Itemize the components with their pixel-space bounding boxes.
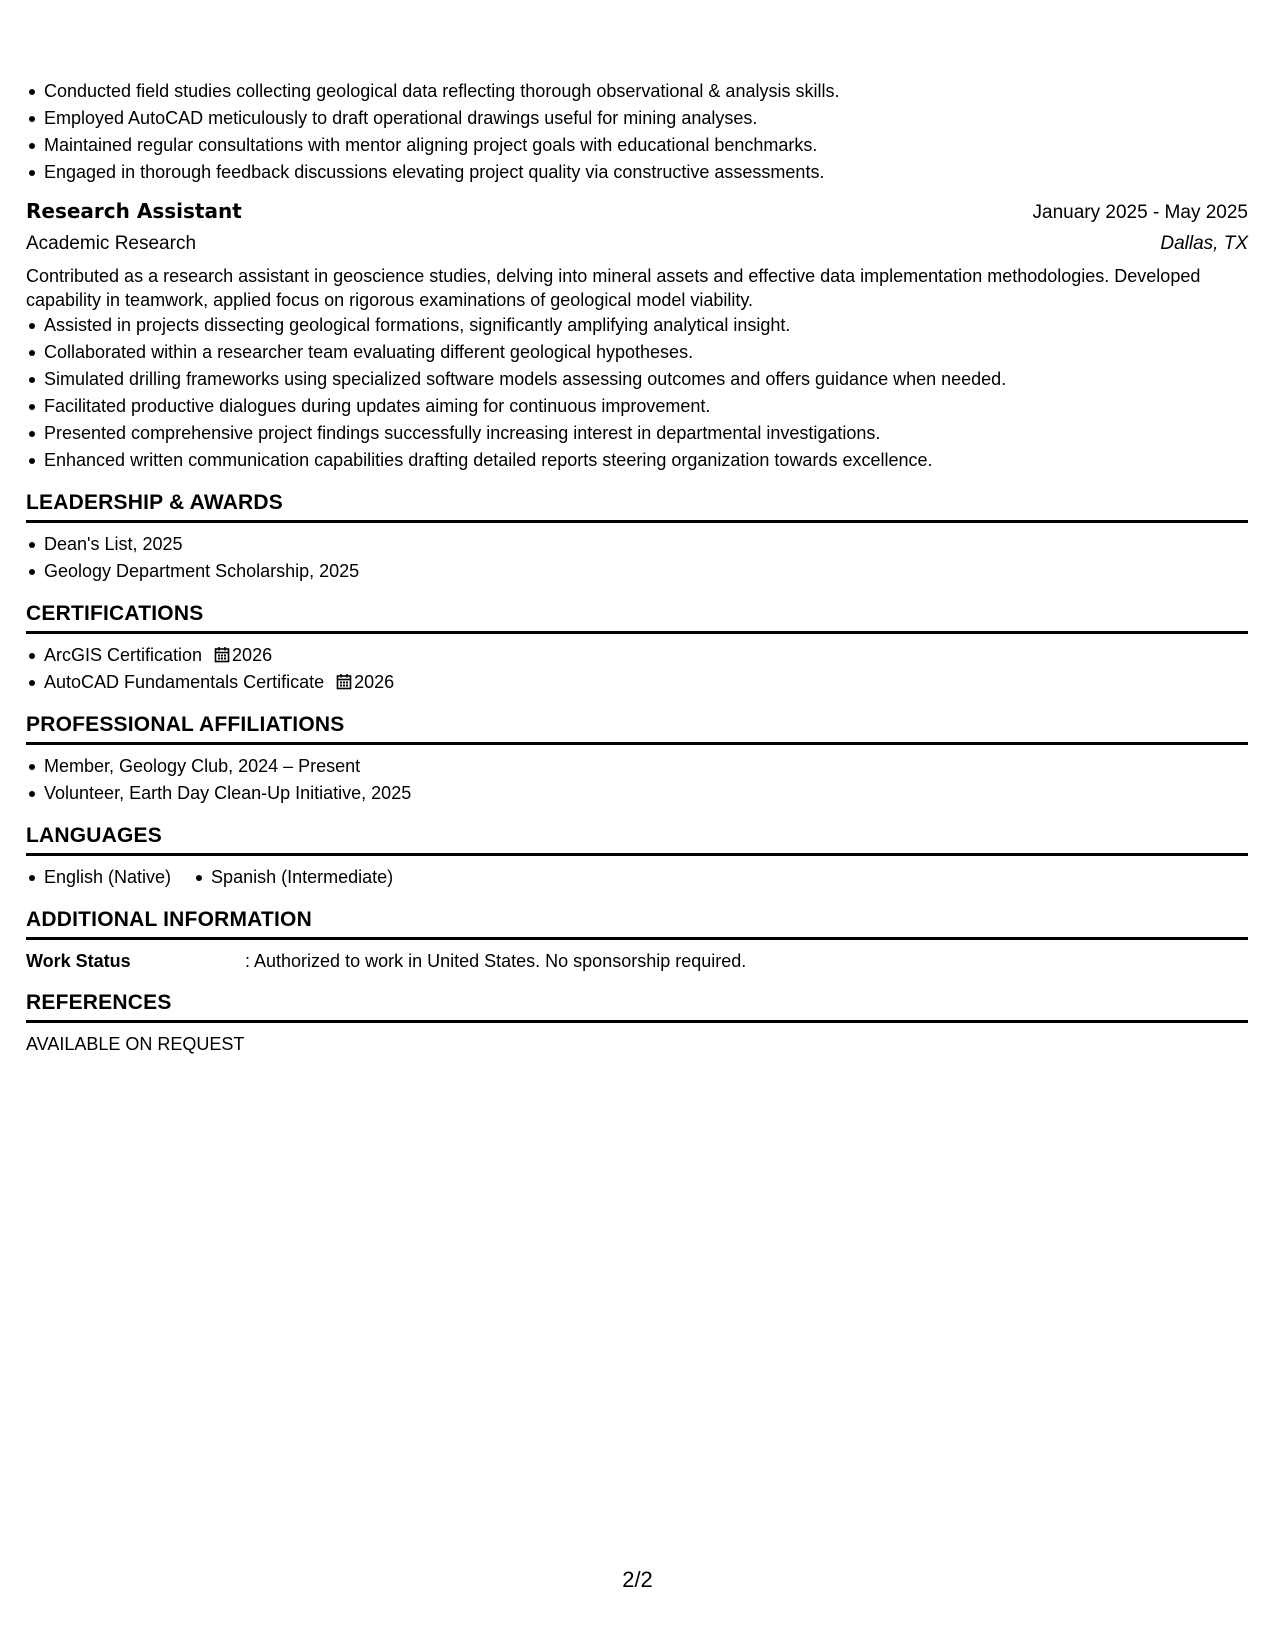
work-status-label: Work Status	[26, 951, 131, 971]
job-subheader	[26, 230, 1248, 258]
list-item	[26, 669, 1248, 696]
list-item: Maintained regular consultations with mentor aligning project goals with educational benchmarks.	[26, 132, 1248, 159]
certification-list	[26, 642, 1248, 696]
list-item: Assisted in projects dissecting geological formations, significantly amplifying analytical insight.	[26, 312, 1248, 339]
section-heading: LEADERSHIP & AWARDS	[26, 488, 1248, 523]
calendar-icon	[214, 646, 230, 663]
job-organization: Academic Research	[26, 233, 197, 254]
award-list	[26, 531, 1248, 585]
section-heading: CERTIFICATIONS	[26, 599, 1248, 634]
affiliation-list	[26, 753, 1248, 807]
additional-info-section	[26, 905, 1248, 974]
certifications-section	[26, 599, 1248, 696]
list-item: Spanish (Intermediate)	[193, 864, 393, 891]
section-heading: REFERENCES	[26, 988, 1248, 1023]
list-item	[26, 642, 1248, 669]
calendar-icon	[336, 673, 352, 690]
language-list	[26, 864, 1248, 891]
references-section	[26, 988, 1248, 1057]
list-item: Collaborated within a researcher team evaluating different geological hypotheses.	[26, 339, 1248, 366]
list-item: Conducted field studies collecting geological data reflecting thorough observational & analysis skills.	[26, 78, 1248, 105]
section-heading: PROFESSIONAL AFFILIATIONS	[26, 710, 1248, 745]
job-header	[26, 196, 1248, 228]
languages-section	[26, 821, 1248, 891]
list-item: Dean's List, 2025	[26, 531, 1248, 558]
list-item: Simulated drilling frameworks using specialized software models assessing outcomes and offers guidance when needed.	[26, 366, 1248, 393]
certification-year: 2026	[232, 645, 273, 665]
list-item: Member, Geology Club, 2024 – Present	[26, 753, 1248, 780]
job-dates: January 2025 - May 2025	[1032, 202, 1248, 223]
list-item: Enhanced written communication capabilities drafting detailed reports steering organization towards excellence.	[26, 447, 1248, 474]
job-title: Research Assistant	[26, 199, 242, 223]
job-bullets	[26, 312, 1248, 474]
affiliations-section	[26, 710, 1248, 807]
section-heading: LANGUAGES	[26, 821, 1248, 856]
work-status-row	[26, 948, 1248, 974]
section-heading: ADDITIONAL INFORMATION	[26, 905, 1248, 940]
references-text: AVAILABLE ON REQUEST	[26, 1034, 245, 1054]
list-item: English (Native)	[26, 864, 171, 891]
leadership-section	[26, 488, 1248, 585]
list-item: Geology Department Scholarship, 2025	[26, 558, 1248, 585]
certification-name: ArcGIS Certification	[44, 645, 203, 665]
work-status-value: : Authorized to work in United States. No sponsorship required.	[245, 951, 747, 971]
list-item: Engaged in thorough feedback discussions elevating project quality via constructive assessments.	[26, 159, 1248, 186]
list-item: Employed AutoCAD meticulously to draft operational drawings useful for mining analyses.	[26, 105, 1248, 132]
list-item: Presented comprehensive project findings successfully increasing interest in departmental investigations.	[26, 420, 1248, 447]
previous-job-bullets	[26, 78, 1248, 186]
job-location: Dallas, TX	[1160, 233, 1248, 254]
page-number: 2/2	[622, 1567, 653, 1592]
job-description: Contributed as a research assistant in geoscience studies, delving into mineral assets and effective data implementation methodologies. Developed capability in teamwork, applied focus on rigorous examinations of geological model viability.	[26, 266, 1201, 310]
certification-name: AutoCAD Fundamentals Certificate	[44, 672, 325, 692]
certification-year: 2026	[354, 672, 395, 692]
list-item: Volunteer, Earth Day Clean-Up Initiative, 2025	[26, 780, 1248, 807]
list-item: Facilitated productive dialogues during updates aiming for continuous improvement.	[26, 393, 1248, 420]
resume-page	[26, 78, 1248, 1057]
